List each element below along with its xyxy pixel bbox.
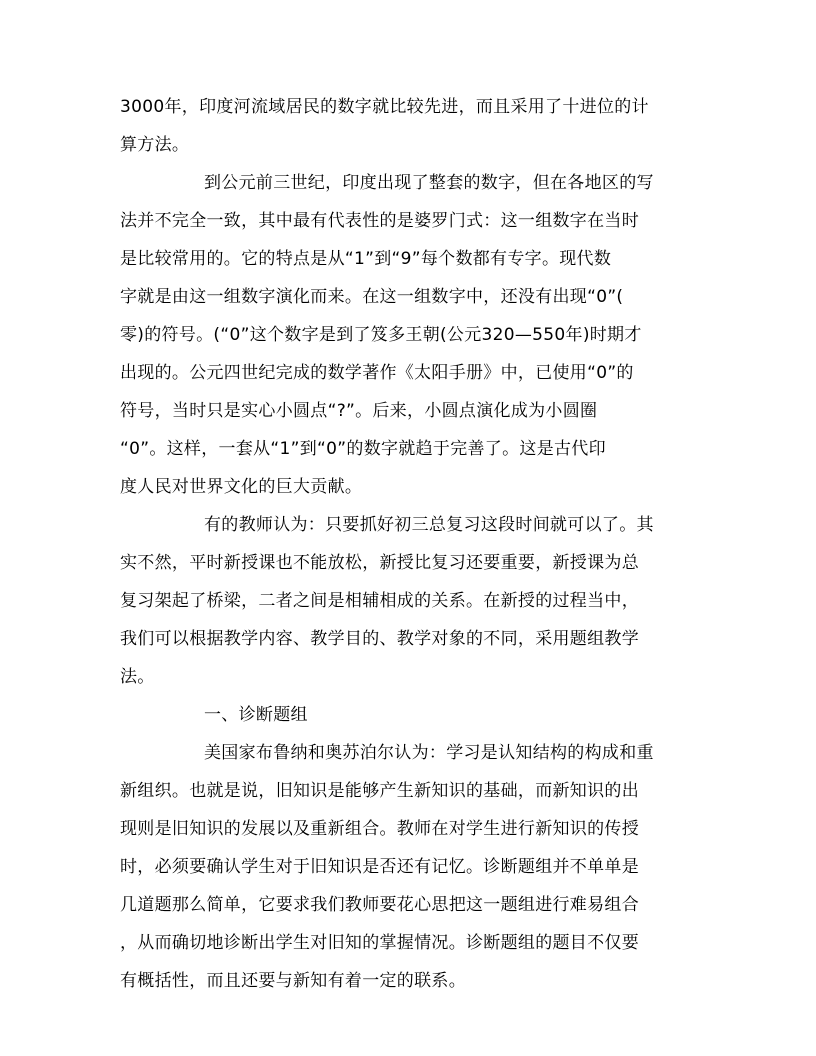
text-line: “0”。这样，一套从“1”到“0”的数字就趋于完善了。这是古代印 (120, 439, 606, 459)
text-line: 零)的符号。(“0”这个数字是到了笈多王朝(公元320—550年)时期才 (120, 325, 642, 345)
text-line: 我们可以根据教学内容、教学目的、教学对象的不同，采用题组教学 (120, 629, 639, 649)
text-line: 现则是旧知识的发展以及重新组合。教师在对学生进行新知识的传授 (120, 819, 639, 839)
text-line: 度人民对世界文化的巨大贡献。 (120, 477, 363, 497)
text-line: ，从而确切地诊断出学生对旧知的掌握情况。诊断题组的题目不仅要 (120, 933, 639, 953)
text-line: 几道题那么简单，它要求我们教师要花心思把这一题组进行难易组合 (120, 895, 639, 915)
text-line: 法并不完全一致，其中最有代表性的是婆罗门式：这一组数字在当时 (120, 211, 639, 231)
text-line: 算方法。 (120, 135, 190, 155)
text-line: 实不然，平时新授课也不能放松，新授比复习还要重要，新授课为总 (120, 553, 639, 573)
paragraph-start-line: 到公元前三世纪，印度出现了整套的数字，但在各地区的写 (204, 173, 654, 193)
section-heading: 一、诊断题组 (204, 705, 308, 725)
text-line: 出现的。公元四世纪完成的数学著作《太阳手册》中，已使用“0”的 (120, 363, 634, 383)
text-line: 新组织。也就是说，旧知识是能够产生新知识的基础，而新知识的出 (120, 781, 639, 801)
paragraph-start-line: 美国家布鲁纳和奥苏泊尔认为：学习是认知结构的构成和重 (204, 743, 654, 763)
text-line: 是比较常用的。它的特点是从“1”到“9”每个数都有专字。现代数 (120, 249, 612, 269)
text-line: 字就是由这一组数字演化而来。在这一组数字中，还没有出现“0”( (120, 287, 624, 307)
text-line: 复习架起了桥梁，二者之间是相辅相成的关系。在新授的过程当中， (120, 591, 639, 611)
paragraph-start-line: 有的教师认为：只要抓好初三总复习这段时间就可以了。其 (204, 515, 654, 535)
text-line: 法。 (120, 667, 155, 687)
text-line: 符号，当时只是实心小圆点“?”。后来，小圆点演化成为小圆圈 (120, 401, 598, 421)
text-line: 3000年，印度河流域居民的数字就比较先进，而且采用了十进位的计 (120, 97, 649, 117)
text-line: 时，必须要确认学生对于旧知识是否还有记忆。诊断题组并不单单是 (120, 857, 639, 877)
text-line: 有概括性，而且还要与新知有着一定的联系。 (120, 971, 466, 991)
